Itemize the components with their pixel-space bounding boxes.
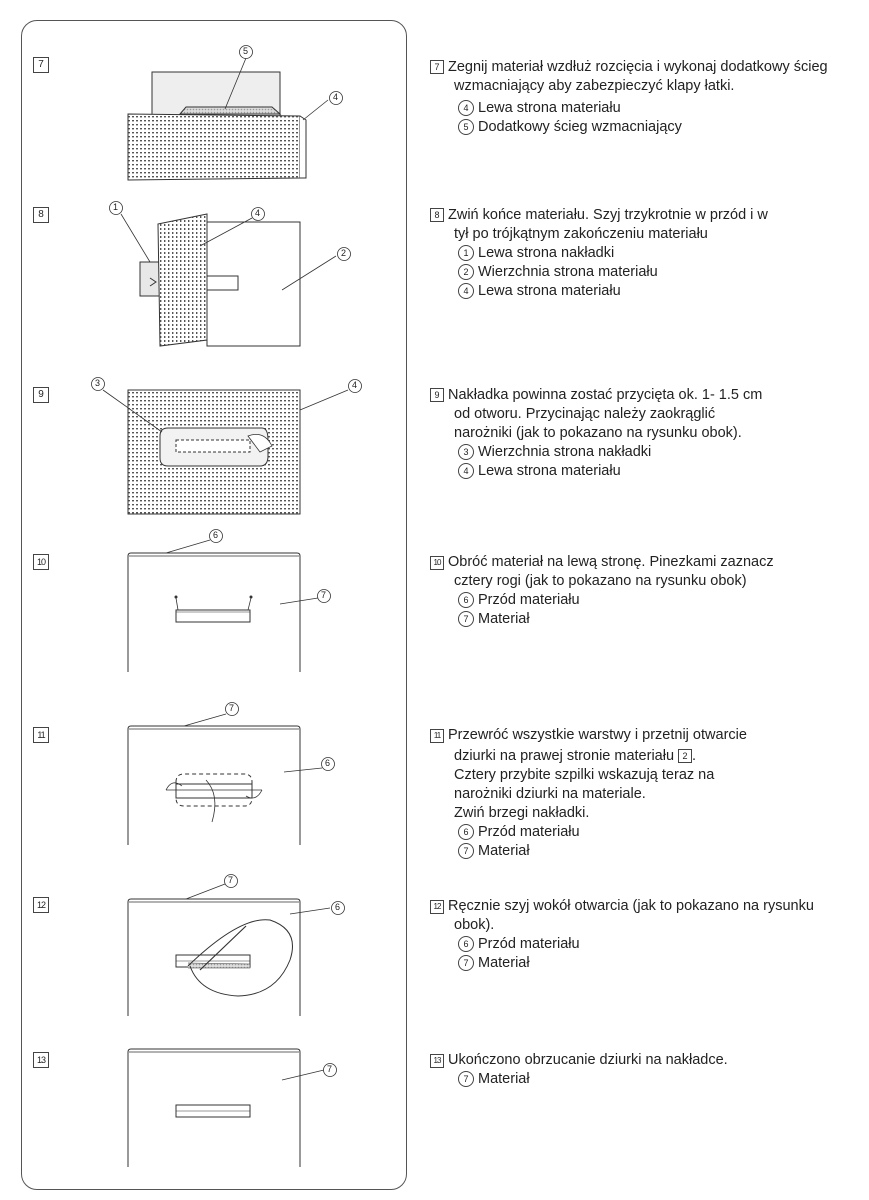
step-11-num: 11 [430,729,444,743]
ref-num: 7 [458,1071,474,1087]
ref-text: Lewa strona materiału [478,283,621,299]
step-12-num: 12 [430,900,444,914]
ref-text: Przód materiału [478,936,580,952]
step-line: Ukończono obrzucanie dziurki na nakładce. [448,1052,728,1068]
fig-step-12 [128,875,345,1017]
step-line: Zwiń brzegi nakładki. [454,805,590,821]
ref-num: 7 [458,611,474,627]
step-8-box: 8 [33,207,49,223]
step-9-box: 9 [33,387,49,403]
callout: 4 [255,208,261,218]
fig-step-11 [128,703,335,846]
ref-num: 6 [458,592,474,608]
step-10-num: 10 [430,556,444,570]
ref-num: 6 [458,936,474,952]
ref-box: 2 [678,749,692,763]
ref-text: Materiał [478,955,530,971]
step-line: Ręcznie szyj wokół otwarcia (jak to pokazano na rysunku [448,898,814,914]
ref-text: Materiał [478,1071,530,1087]
step-line: Obróć materiał na lewą stronę. Pinezkami zaznacz [448,554,774,570]
step-line: cztery rogi (jak to pokazano na rysunku obok) [454,573,747,589]
step-line: narożniki (jak to pokazano na rysunku obok). [454,425,742,441]
ref-text: Materiał [478,611,530,627]
ref-num: 3 [458,444,474,460]
step-line: Przewróć wszystkie warstwy i przetnij otwarcie [448,727,747,743]
step-line: Cztery przybite szpilki wskazują teraz na [454,767,715,783]
callout: 6 [335,902,341,912]
step-11-box: 11 [33,727,49,743]
callout: 3 [95,378,101,388]
ref-text: Lewa strona materiału [478,100,621,116]
step-7-box: 7 [33,57,49,73]
callout: 4 [352,380,358,390]
ref-num: 4 [458,463,474,479]
ref-num: 6 [458,824,474,840]
ref-num: 7 [458,955,474,971]
ref-text: Dodatkowy ścieg wzmacniający [478,119,682,135]
step-line-end: . [692,748,697,764]
ref-text: Przód materiału [478,824,580,840]
ref-text: Lewa strona nakładki [478,245,615,261]
callout: 6 [325,758,331,768]
step-12-text [430,897,850,973]
step-line: tył po trójkątnym zakończeniu materiału [454,226,708,242]
callout: 7 [321,590,327,600]
ref-num: 5 [458,119,474,135]
ref-text: Materiał [478,843,530,859]
ref-num: 1 [458,245,474,261]
ref-text: Przód materiału [478,592,580,608]
ref-text: Lewa strona materiału [478,463,621,479]
step-13-box: 13 [33,1052,49,1068]
step-10-box: 10 [33,554,49,570]
step-9-text [430,386,850,481]
callout: 4 [333,92,339,102]
step-line: narożniki dziurki na materiale. [454,786,646,802]
step-line: Zwiń końce materiału. Szyj trzykrotnie w przód i w [448,207,768,223]
fig-step-10 [128,530,331,673]
step-9-num: 9 [430,388,444,402]
fig-step-9 [92,378,362,515]
step-line: Zegnij materiał wzdłuż rozcięcia i wykonaj dodatkowy ścieg [448,59,828,75]
callout: 5 [243,46,249,56]
callout: 2 [341,248,347,258]
ref-text: Wierzchnia strona nakładki [478,444,652,460]
step-line: wzmacniający aby zabezpieczyć klapy łatki. [454,78,735,94]
fig-step-13 [128,1049,337,1167]
callout: 6 [213,530,219,540]
callout: 7 [228,875,234,885]
step-8-text [430,206,850,301]
fig-step-8 [110,202,351,347]
step-13-text [430,1051,850,1089]
fig-step-7 [128,46,343,181]
callout: 7 [327,1064,333,1074]
callout: 7 [229,703,235,713]
ref-num: 2 [458,264,474,280]
step-7-num: 7 [430,60,444,74]
ref-text: Wierzchnia strona materiału [478,264,658,280]
step-line: obok). [454,917,495,933]
step-line: Nakładka powinna zostać przycięta ok. 1- 1.5 cm [448,387,763,403]
step-11-text [430,726,850,861]
step-line: dziurki na prawej stronie materiału [454,748,675,764]
step-13-num: 13 [430,1054,444,1068]
ref-num: 4 [458,100,474,116]
step-12-box: 12 [33,897,49,913]
step-8-num: 8 [430,208,444,222]
step-10-text [430,553,850,629]
ref-num: 7 [458,843,474,859]
callout: 1 [113,202,119,212]
ref-num: 4 [458,283,474,299]
step-7-text [430,58,850,137]
step-line: od otworu. Przycinając należy zaokrąglić [454,406,716,422]
